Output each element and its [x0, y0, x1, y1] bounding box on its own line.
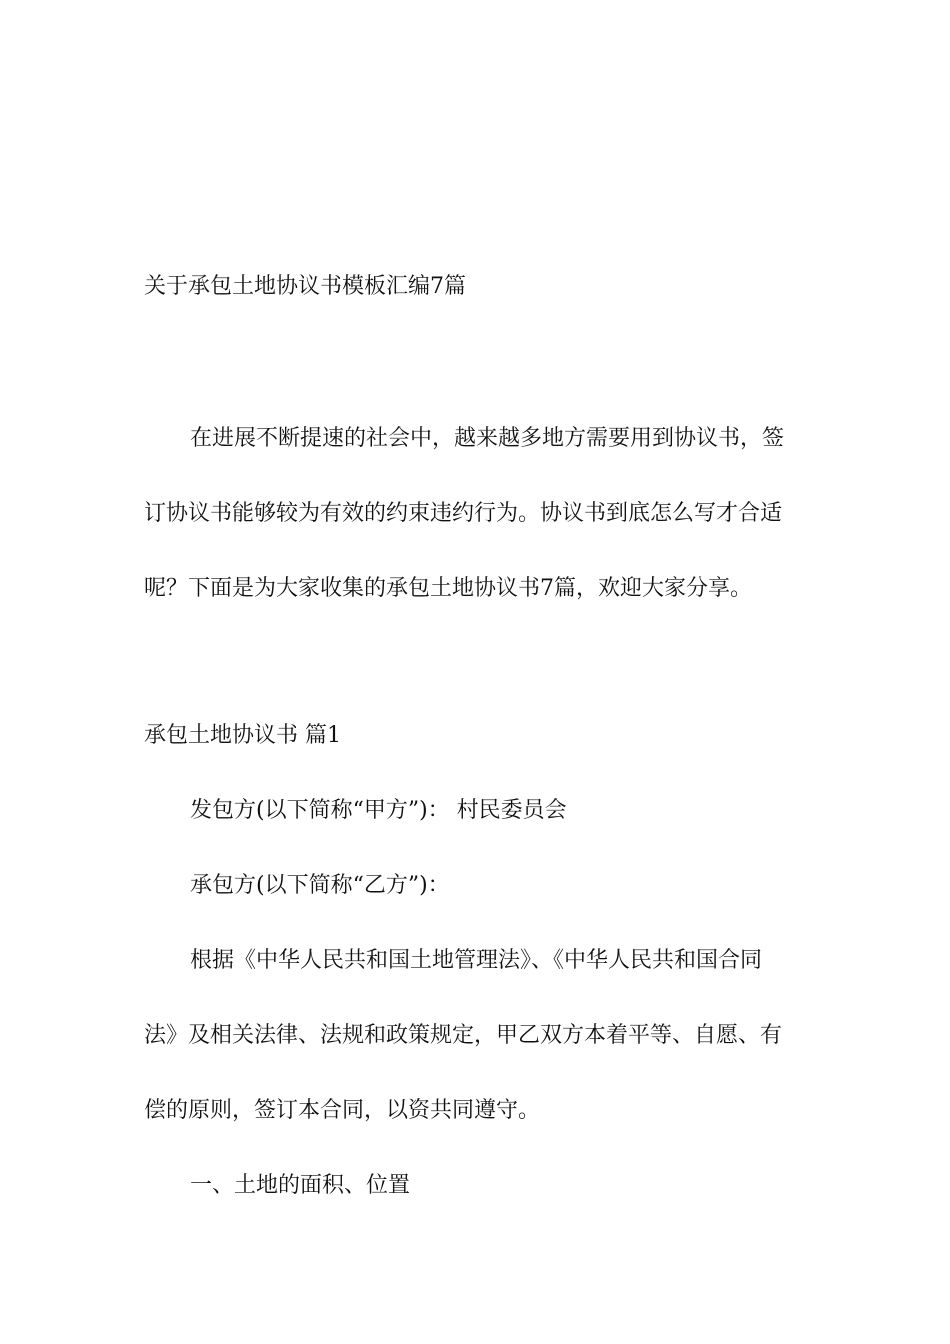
party-a-line: 发包方(以下简称“甲方”)： 村民委员会: [190, 798, 567, 823]
clause-1-heading: 一、土地的面积、位置: [190, 1173, 411, 1198]
section-heading: 承包土地协议书 篇1: [144, 723, 341, 748]
intro-line-2: 订协议书能够较为有效的约束违约行为。协议书到底怎么写才合适: [144, 501, 783, 526]
basis-line-2: 法》及相关法律、法规和政策规定，甲乙双方本着平等、自愿、有: [144, 1023, 783, 1048]
intro-line-3: 呢？下面是为大家收集的承包土地协议书7篇，欢迎大家分享。: [144, 576, 752, 601]
basis-line-1: 根据《中华人民共和国土地管理法》、《中华人民共和国合同: [190, 948, 763, 973]
document-title: 关于承包土地协议书模板汇编7篇: [144, 274, 466, 299]
party-b-line: 承包方(以下简称“乙方”)：: [190, 873, 450, 898]
intro-line-1: 在进展不断提速的社会中，越来越多地方需要用到协议书，签: [190, 426, 785, 451]
basis-line-3: 偿的原则，签订本合同，以资共同遵守。: [144, 1098, 541, 1123]
